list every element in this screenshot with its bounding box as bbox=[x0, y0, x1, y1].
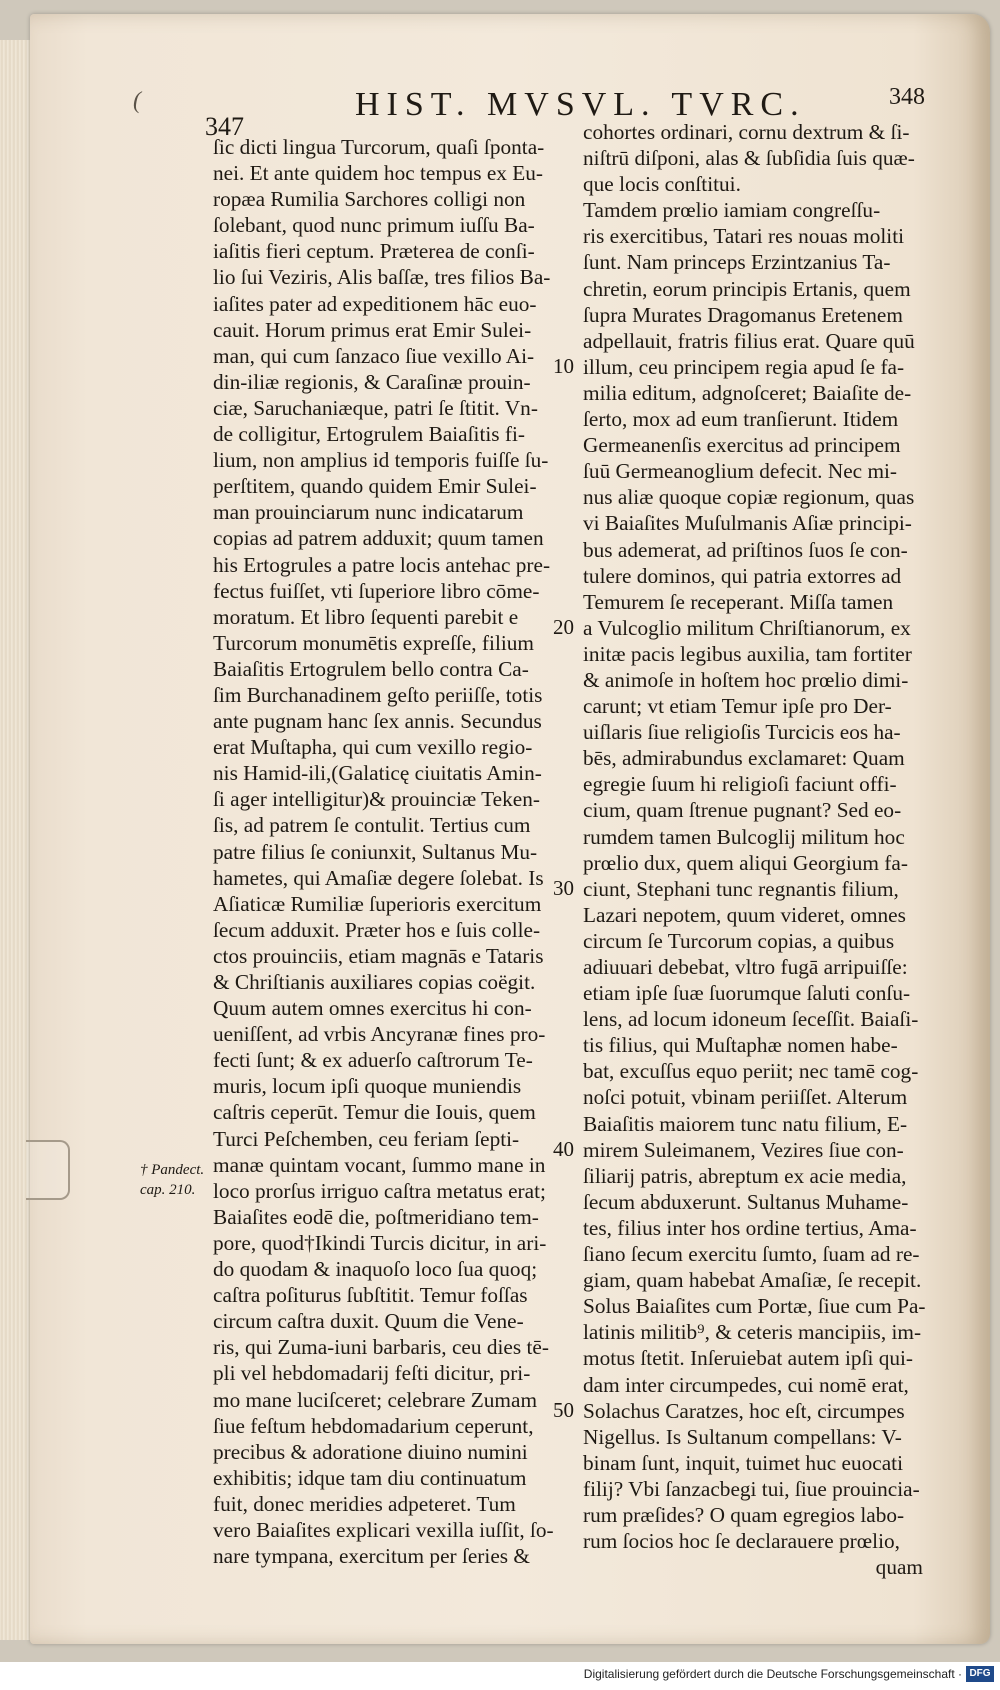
dfg-logo: DFG bbox=[966, 1666, 994, 1682]
text-line: ſiliarij patris, abreptum ex acie media, bbox=[583, 1163, 907, 1188]
text-line: cauit. Horum primus erat Emir Sulei- bbox=[213, 317, 532, 342]
text-line: fecti ſunt; & ex aduerſo caſtrorum Te- bbox=[213, 1048, 533, 1073]
text-line: Baiaſitis maiorem tunc natu filium, E- bbox=[583, 1111, 908, 1136]
text-line: Turcorum monumētis expreſſe, filium bbox=[213, 630, 534, 655]
text-line: nis Hamid-ili,(Galaticę ciuitatis Amin- bbox=[213, 761, 542, 786]
line-number: 10 bbox=[553, 353, 574, 378]
text-line: caſtris ceperūt. Temur die Iouis, quem bbox=[213, 1100, 536, 1125]
text-line: latinis militib⁹, & ceteris mancipiis, im- bbox=[583, 1320, 922, 1345]
text-line: illum, ceu principem regia apud ſe fa- bbox=[583, 354, 905, 379]
text-line: mirem Suleimanem, Vezires ſiue con- bbox=[583, 1137, 904, 1162]
text-line: ſi ager intelligitur)& prouinciæ Teken- bbox=[213, 787, 540, 812]
text-line: ſolebant, quod nunc primum iuſſu Ba- bbox=[213, 213, 535, 238]
line-number: 30 bbox=[553, 875, 574, 900]
text-line: man prouinciarum nunc indicatarum bbox=[213, 500, 524, 525]
text-line: ſecum abduxerunt. Sultanus Muhame- bbox=[583, 1189, 909, 1214]
text-line: circum ſe Turcorum copias, a quibus bbox=[583, 928, 895, 953]
text-line: ciæ, Saruchaniæque, patri ſe ſtitit. Vn- bbox=[213, 395, 538, 420]
text-line: lio ſui Veziris, Alis baſſæ, tres filios Ba- bbox=[213, 265, 551, 290]
text-line: cohortes ordinari, cornu dextrum & ſi- bbox=[583, 120, 910, 144]
line-number: 40 bbox=[553, 1136, 574, 1161]
text-line: chretin, eorum principis Ertanis, quem bbox=[583, 276, 911, 301]
text-line: egregie ſuum hi religioſi faciunt offi- bbox=[583, 772, 897, 797]
pencil-mark: ( bbox=[133, 88, 141, 114]
text-line: a Vulcoglio militum Chriſtianorum, ex bbox=[583, 615, 911, 640]
margin-note-line: † Pandect. bbox=[140, 1162, 205, 1178]
text-line: mo mane luciſceret; celebrare Zumam bbox=[213, 1387, 538, 1412]
text-line: caſtra poſiturus ſubſtitit. Temur foſſas bbox=[213, 1283, 528, 1308]
text-line: iaſitis fieri ceptum. Præterea de conſi- bbox=[213, 239, 535, 264]
text-line: manæ quintam vocant, ſummo mane in bbox=[213, 1152, 546, 1177]
text-line: niſtrū diſponi, alas & ſubſidia ſuis quæ- bbox=[583, 146, 915, 171]
funding-credit: Digitalisierung gefördert durch die Deutsche Forschungsgemeinschaft · bbox=[583, 1667, 962, 1681]
text-line: man, qui cum ſanzaco ſiue vexillo Ai- bbox=[213, 343, 535, 368]
text-line: rum ſocios hoc ſe declarauere prœlio, bbox=[583, 1529, 900, 1554]
text-line: pli vel hebdomadarij feſti dicitur, pri- bbox=[213, 1361, 531, 1386]
right-text-column bbox=[583, 119, 926, 1580]
footer-bar bbox=[0, 1662, 1000, 1690]
text-line: ciunt, Stephani tunc regnantis filium, bbox=[583, 876, 899, 901]
text-line: milia editum, adgnoſceret; Baiaſite de- bbox=[583, 380, 912, 405]
text-line: carunt; vt etiam Temur ipſe pro Der- bbox=[583, 694, 892, 719]
text-line: uiſlaris ſiue religioſis Turcicis eos ha- bbox=[583, 720, 901, 745]
text-line: quam bbox=[875, 1555, 923, 1580]
text-line: moratum. Et libro ſequenti parebit e bbox=[213, 604, 519, 629]
text-line: motus ſtetit. Inſeruiebat autem ipſi qui- bbox=[583, 1346, 914, 1371]
line-number: 20 bbox=[553, 614, 574, 639]
text-line: muris, locum ipſi quoque muniendis bbox=[213, 1074, 522, 1099]
text-line: tis filius, qui Muſtaphæ nomen habe- bbox=[583, 1033, 898, 1058]
text-line: giam, quam habebat Amaſiæ, ſe recepit. bbox=[583, 1268, 922, 1293]
text-line: fectus fuiſſet, vti ſuperiore libro cōme- bbox=[213, 578, 540, 603]
text-line: ſic dicti lingua Turcorum, quaſi ſponta- bbox=[213, 135, 545, 159]
text-line: ſiue feſtum hebdomadarium ceperunt, bbox=[213, 1413, 534, 1438]
text-line: precibus & adoratione diuino numini bbox=[213, 1439, 528, 1464]
text-line: Tamdem prœlio iamiam congreſſu- bbox=[583, 198, 881, 223]
text-line: tulere dominos, qui patria extorres ad bbox=[583, 563, 902, 588]
text-line: Aſiaticæ Rumiliæ ſuperioris exercitum bbox=[213, 891, 542, 916]
text-line: bat, excuſſus equo periit; nec tamē cog- bbox=[583, 1059, 919, 1084]
text-line: binam ſunt, inquit, tuimet huc euocati bbox=[583, 1450, 903, 1475]
text-line: fuit, donec meridies adpeteret. Tum bbox=[213, 1491, 516, 1516]
text-line: circum caſtra duxit. Quum die Vene- bbox=[213, 1309, 524, 1334]
text-line: ſupra Murates Dragomanus Eretenem bbox=[583, 302, 903, 327]
text-line: ſim Burchanadinem geſto periiſſe, totis bbox=[213, 682, 543, 707]
text-line: Turci Peſchemben, ceu feriam ſepti- bbox=[213, 1126, 520, 1151]
text-line: Germeanenſis exercitus ad principem bbox=[583, 433, 901, 458]
text-line: tes, filius inter hos ordine tertius, Ama- bbox=[583, 1215, 917, 1240]
text-line: cium, quam ſtrenue pugnant? Sed eo- bbox=[583, 798, 902, 823]
text-line: adpellauit, fratris filius erat. Quare quū bbox=[583, 328, 915, 353]
text-line: Baiaſitis Ertogrulem bello contra Ca- bbox=[213, 656, 529, 681]
text-line: prœlio dux, quem aliqui Georgium fa- bbox=[583, 850, 908, 875]
text-line: nus aliæ quoque copiæ regionum, quas bbox=[583, 485, 915, 510]
text-line: dam inter circumpedes, cui nomē erat, bbox=[583, 1372, 909, 1397]
line-number: 50 bbox=[553, 1397, 574, 1422]
text-line: ſis, ad patrem ſe contulit. Tertius cum bbox=[213, 813, 531, 838]
text-line: lens, ad locum idoneum ſeceſſit. Baiaſi- bbox=[583, 1007, 919, 1032]
text-line: nare tympana, exercitum per ſeries & bbox=[213, 1544, 530, 1569]
text-line: Lazari nepotem, quum videret, omnes bbox=[583, 902, 906, 927]
text-line: bus ademerat, ad priſtinos ſuos ſe con- bbox=[583, 537, 908, 562]
text-line: ſecum adduxit. Præter hos e ſuis colle- bbox=[213, 917, 541, 942]
page-tab-marker bbox=[26, 1140, 70, 1200]
text-line: & animoſe in hoſtem hoc prœlio dimi- bbox=[583, 667, 909, 692]
text-line: ſuū Germeanoglium defecit. Nec mi- bbox=[583, 459, 898, 484]
text-line: & Chriſtianis auxiliares copias coëgit. bbox=[213, 970, 536, 994]
text-line: patre filius ſe coniunxit, Sultanus Mu- bbox=[213, 839, 538, 864]
text-line: adiuuari debebat, vltro fugā arripuiſſe: bbox=[583, 955, 908, 979]
text-line: perſtitem, quando quidem Emir Sulei- bbox=[213, 474, 537, 499]
text-line: Solachus Caratzes, hoc eſt, circumpes bbox=[583, 1398, 905, 1423]
text-line: his Ertogrules a patre locis antehac pre- bbox=[213, 552, 551, 577]
text-line: loco prorſus irriguo caſtra metatus erat; bbox=[213, 1178, 546, 1203]
margin-note-line: cap. 210. bbox=[140, 1182, 196, 1198]
text-line: que locis conſtitui. bbox=[583, 172, 741, 197]
text-line: do quodam & inaquoſo loco ſua quoq; bbox=[213, 1257, 538, 1282]
text-line: Quum autem omnes exercitus hi con- bbox=[213, 996, 532, 1021]
running-title: HIST. MVSVL. TVRC. bbox=[355, 86, 806, 123]
text-line: initæ pacis legibus auxilia, tam fortiter bbox=[583, 641, 912, 666]
text-line: ſiano ſecum exercitu ſumto, ſuam ad re- bbox=[583, 1242, 920, 1267]
text-line: de colligitur, Ertogrulem Baiaſitis fi- bbox=[213, 422, 526, 447]
text-line: Nigellus. Is Sultanum compellans: V- bbox=[583, 1424, 902, 1449]
text-line: iaſites pater ad expeditionem hāc euo- bbox=[213, 291, 537, 316]
page-number-right: 348 bbox=[889, 84, 925, 110]
text-line: Solus Baiaſites cum Portæ, ſiue cum Pa- bbox=[583, 1294, 926, 1319]
text-line: ueniſſent, ad vrbis Ancyranæ fines pro- bbox=[213, 1022, 546, 1047]
text-line: etiam ipſe ſuæ ſuorumque ſaluti conſu- bbox=[583, 981, 911, 1006]
text-line: vero Baiaſites explicari vexilla iuſſit, ſo- bbox=[213, 1517, 554, 1542]
text-line: ropæa Rumilia Sarchores colligi non bbox=[213, 187, 526, 212]
text-line: nei. Et ante quidem hoc tempus ex Eu- bbox=[213, 161, 544, 186]
text-line: Baiaſites eodē die, poſtmeridiano tem- bbox=[213, 1204, 539, 1229]
text-line: noſci potuit, vbinam periiſſet. Alterum bbox=[583, 1085, 908, 1110]
text-line: rum præſides? O quam egregios labo- bbox=[583, 1502, 905, 1527]
text-line: Temurem ſe receperant. Miſſa tamen bbox=[583, 589, 894, 614]
text-line: bēs, admirabundus exclamaret: Quam bbox=[583, 746, 905, 771]
text-line: copias ad patrem adduxit; quum tamen bbox=[213, 526, 544, 551]
left-text-column bbox=[213, 134, 553, 1569]
text-line: rumdem tamen Bulcoglij militum hoc bbox=[583, 824, 905, 849]
text-line: ſunt. Nam princeps Erzintzanius Ta- bbox=[583, 250, 891, 275]
margin-note bbox=[140, 1160, 204, 1200]
page-number-left: 347 bbox=[205, 112, 244, 141]
text-line: ris, qui Zuma-iuni barbaris, ceu dies tē- bbox=[213, 1335, 549, 1360]
text-line: pore, quod†Ikindi Turcis dicitur, in ari- bbox=[213, 1230, 547, 1255]
text-line: ris exercitibus, Tatari res nouas moliti bbox=[583, 224, 905, 249]
text-line: ſerto, mox ad eum tranſierunt. Itidem bbox=[583, 407, 899, 432]
text-line: exhibitis; idque tam diu continuatum bbox=[213, 1465, 527, 1490]
text-line: ante pugnam hanc ſex annis. Secundus bbox=[213, 709, 542, 734]
text-line: erat Muſtapha, qui cum vexillo regio- bbox=[213, 735, 533, 760]
text-line: filij? Vbi ſanzacbegi tui, ſiue prouincia- bbox=[583, 1476, 920, 1501]
text-line: lium, non amplius id temporis fuiſſe ſu- bbox=[213, 448, 549, 473]
text-line: vi Baiaſites Muſulmanis Aſiæ principi- bbox=[583, 511, 912, 536]
text-line: hametes, qui Amaſiæ degere ſolebat. Is bbox=[213, 865, 544, 890]
text-line: din-iliæ regionis, & Caraſinæ prouin- bbox=[213, 369, 531, 394]
text-line: ctos prouinciis, etiam magnās e Tataris bbox=[213, 943, 544, 968]
